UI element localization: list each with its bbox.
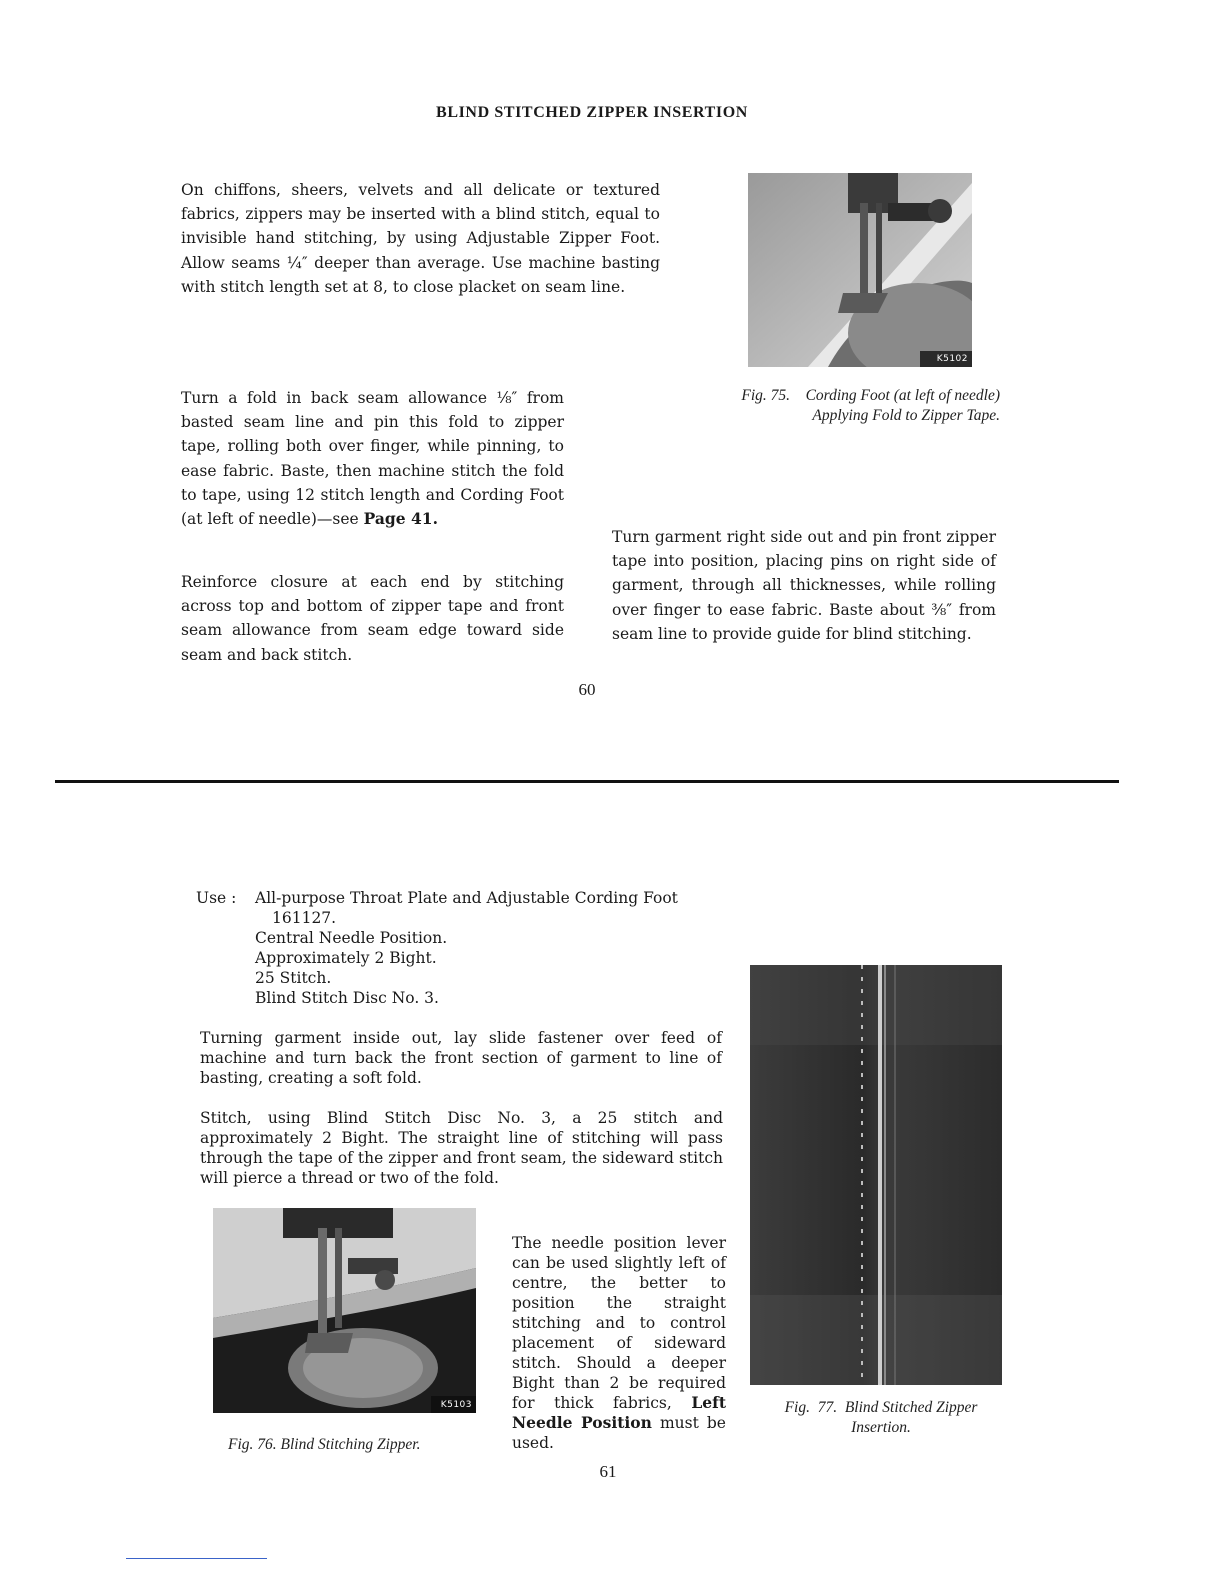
use-item: Approximately 2 Bight. [255, 949, 437, 967]
needle-lever-paragraph [512, 1233, 726, 1453]
figure-77-caption-line1: Fig. 77. Blind Stitched Zipper [784, 1399, 978, 1416]
left-needle-position: Left Needle Position [512, 1393, 726, 1432]
figure-76-tag: K5103 [440, 1400, 472, 1410]
reinforce-paragraph: Reinforce closure at each end by stitching across top and bottom of zipper tape and front seam allowance from seam edge toward side seam and back stitch. [181, 573, 564, 664]
figure-75-photo [748, 173, 972, 367]
figure-77-caption-line2: Insertion. [851, 1419, 911, 1436]
page-number-60: 60 [578, 680, 596, 699]
needle-lever-end: must be used. [512, 1414, 726, 1452]
turning-paragraph: Turning garment inside out, lay slide fastener over feed of machine and turn back the front section of garment to line of basting, creating a soft fold. [200, 1029, 722, 1087]
needle-lever-text: The needle position lever can be used slightly left of centre, the better to position the straight stitching and to control placement of sideward stitch. Should a deeper Bight than 2 be required for thick fabrics, [512, 1234, 726, 1412]
figure-76-caption: Fig. 76. Blind Stitching Zipper. [228, 1436, 421, 1453]
figure-75-caption [730, 386, 1000, 426]
use-item: Blind Stitch Disc No. 3. [255, 989, 439, 1007]
fold-paragraph [181, 386, 564, 531]
use-item: 161127. [272, 909, 337, 927]
page-41-reference: Page 41. [363, 509, 438, 529]
intro-paragraph: On chiffons, sheers, velvets and all delicate or textured fabrics, zippers may be inserted with a blind stitch, equal to invisible hand stitching, by using Adjustable Zipper Foot. Allow seams ¼″ deeper than average. Use machine basting with stitch length set at 8, to close placket on seam line. [181, 181, 660, 296]
pin-tape-paragraph: Turn garment right side out and pin front zipper tape into position, placing pins on right side of garment, through all thicknesses, while rolling over finger to ease fabric. Baste about ⅜″ from seam line to provide guide for blind stitching. [612, 528, 996, 643]
fold-paragraph-text: Turn a fold in back seam allowance ⅛″ from basted seam line and pin this fold to zipper tape, rolling both over finger, while pinning, to ease fabric. Baste, then machine stitch the fold to tape, using 12 stitch length and Cording Foot (at left of needle)—see [181, 389, 564, 529]
figure-75-text: Cording Foot (at left of needle) Applying Fold to Zipper Tape. [805, 387, 1000, 424]
page-divider [55, 780, 1119, 783]
page-number-61: 61 [599, 1462, 617, 1481]
use-item: Central Needle Position. [255, 929, 448, 947]
link-underline [126, 1558, 267, 1559]
figure-75-tag: K5102 [936, 354, 968, 364]
figure-77-caption [750, 1398, 1012, 1438]
page-title: BLIND STITCHED ZIPPER INSERTION [436, 104, 748, 121]
figure-75-number: Fig. 75. [741, 387, 791, 404]
figure-77-photo [750, 965, 1002, 1385]
use-item: 25 Stitch. [255, 969, 332, 987]
figure-76-photo [213, 1208, 476, 1413]
stitch-paragraph: Stitch, using Blind Stitch Disc No. 3, a 25 stitch and approximately 2 Bight. The straight line of stitching will pass through the tape of the zipper and front seam, the sideward stitch will pierce a thread or two of the fold. [200, 1109, 723, 1187]
use-item: All-purpose Throat Plate and Adjustable Cording Foot [255, 889, 678, 907]
use-label: Use : [196, 889, 237, 907]
